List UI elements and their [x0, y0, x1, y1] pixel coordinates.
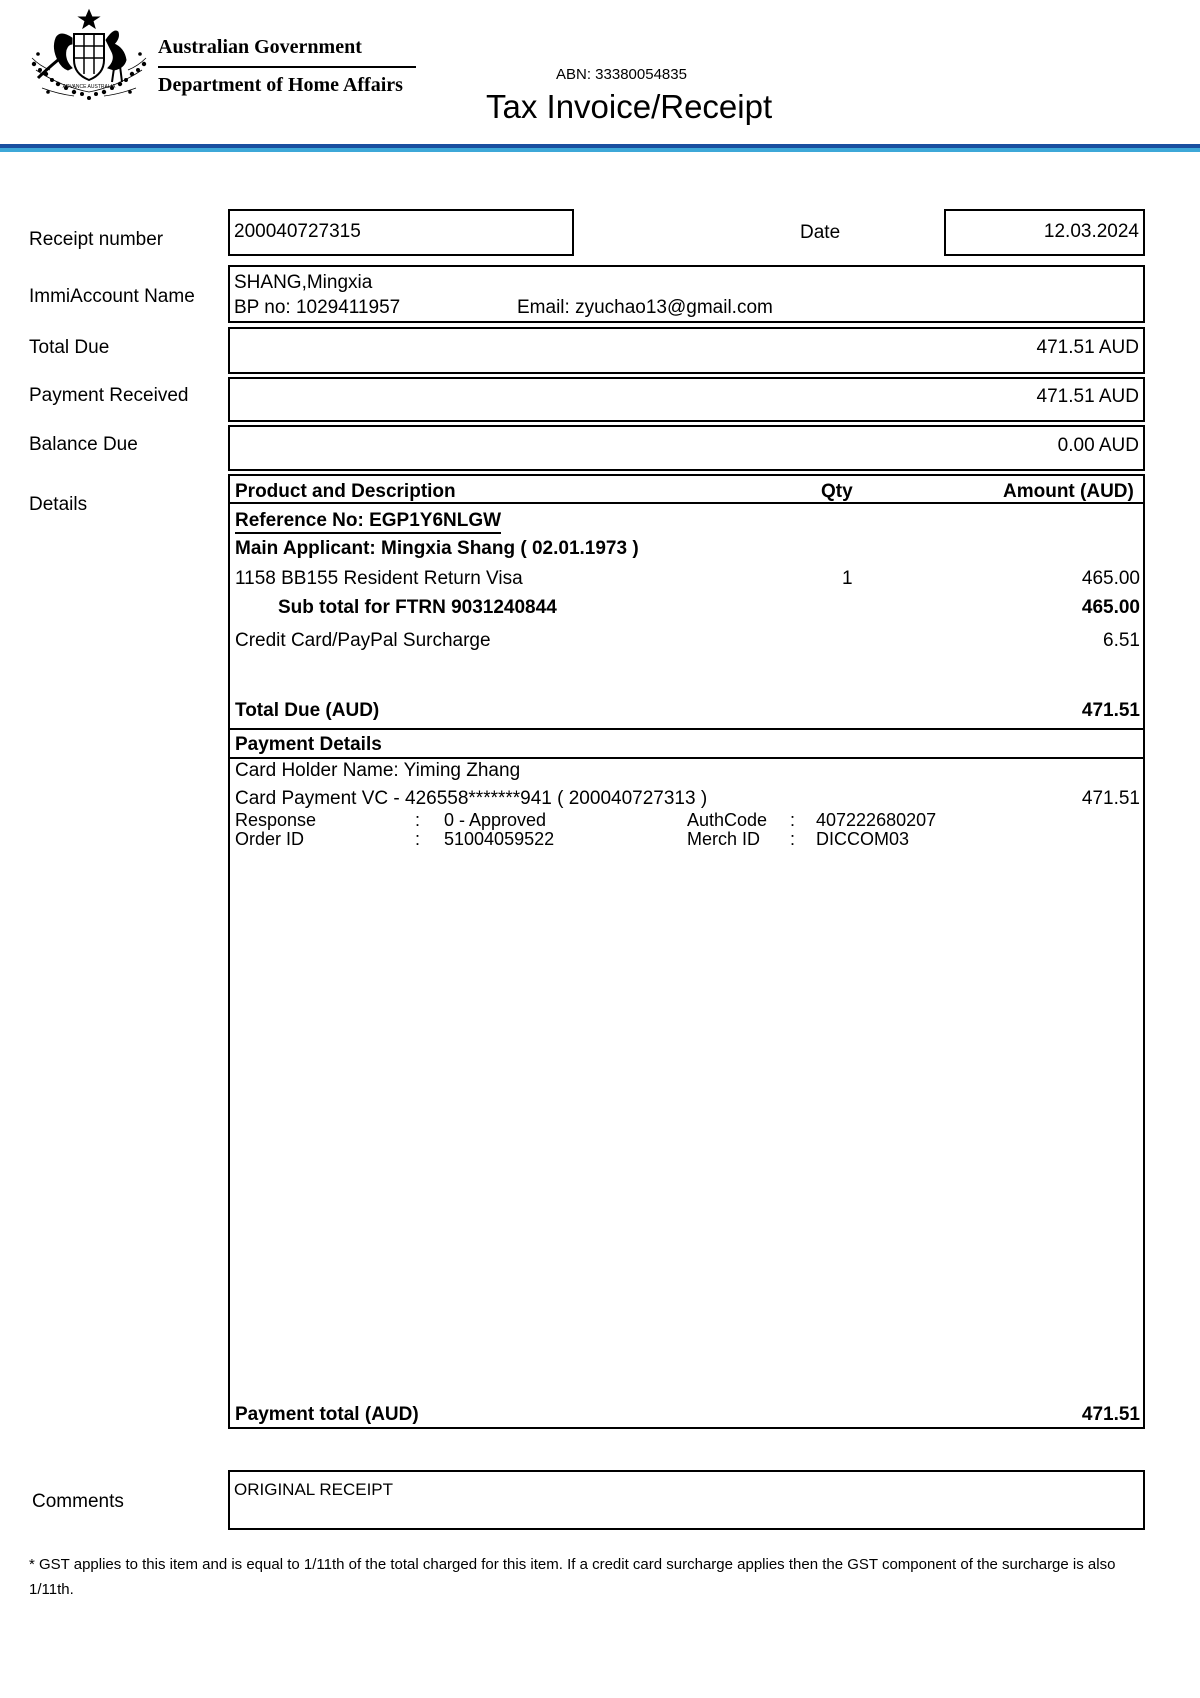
- balance-due-label: Balance Due: [29, 434, 138, 455]
- total-divider: [228, 728, 1144, 730]
- merch-id-label: Merch ID: [687, 829, 761, 849]
- header-divider: [228, 502, 1144, 504]
- total-due-aud-label: Total Due (AUD): [235, 700, 380, 721]
- card-payment-amount: 471.51: [1081, 788, 1140, 809]
- authcode-colon: :: [790, 810, 796, 830]
- surcharge-label: Credit Card/PayPal Surcharge: [235, 630, 491, 651]
- document-title: Tax Invoice/Receipt: [486, 88, 773, 125]
- total-due-value: 471.51 AUD: [1036, 337, 1139, 358]
- response-colon: :: [415, 810, 421, 830]
- col-amount-header: Amount (AUD): [1003, 481, 1134, 502]
- balance-due-box: [228, 425, 1145, 471]
- total-due-box: [228, 327, 1145, 374]
- authcode-label: AuthCode: [687, 810, 768, 830]
- line-item-amount: 465.00: [1081, 568, 1140, 589]
- order-id-value: 51004059522: [444, 829, 555, 849]
- date-box: [944, 209, 1145, 256]
- line-item-description: 1158 BB155 Resident Return Visa: [235, 568, 523, 589]
- receipt-number-box: [228, 209, 574, 256]
- payment-details-divider: [228, 757, 1144, 759]
- order-id-label: Order ID: [235, 829, 305, 849]
- comments-value: ORIGINAL RECEIPT: [234, 1480, 394, 1499]
- authcode-value: 407222680207: [816, 810, 937, 830]
- col-product-header: Product and Description: [235, 481, 456, 502]
- header-band-light: [0, 148, 1200, 152]
- comments-label: Comments: [32, 1491, 124, 1512]
- payment-details-heading: Payment Details: [235, 734, 382, 755]
- department-name: Department of Home Affairs: [158, 74, 403, 96]
- payment-received-label: Payment Received: [29, 385, 189, 406]
- payment-received-value: 471.51 AUD: [1036, 386, 1139, 407]
- subtotal-label: Sub total for FTRN 9031240844: [278, 597, 557, 618]
- date-value: 12.03.2024: [1043, 221, 1139, 242]
- gst-footnote: * GST applies to this item and is equal to 1/11th of the total charged for this item. If a credit card surcharge applies then the GST component of the surcharge is also 1/11th.: [29, 1556, 1116, 1598]
- immi-account-box: [228, 265, 1145, 323]
- reference-number: Reference No: EGP1Y6NLGW: [235, 510, 501, 534]
- coat-of-arms-icon: [28, 8, 150, 103]
- card-payment: Card Payment VC - 426558*******941 ( 200040727313 ): [235, 788, 708, 809]
- comments-box: [228, 1470, 1145, 1530]
- order-id-colon: :: [415, 829, 421, 849]
- col-qty-header: Qty: [821, 481, 853, 502]
- response-label: Response: [235, 810, 317, 830]
- receipt-number-label: Receipt number: [29, 229, 164, 250]
- subtotal-amount: 465.00: [1081, 597, 1140, 618]
- response-value: 0 - Approved: [444, 810, 547, 830]
- total-due-label: Total Due: [29, 337, 110, 358]
- total-due-aud-amount: 471.51: [1081, 700, 1140, 721]
- date-label: Date: [800, 222, 841, 243]
- card-holder-name: Card Holder Name: Yiming Zhang: [235, 760, 521, 781]
- payment-total-amount: 471.51: [1081, 1404, 1140, 1425]
- merch-id-value: DICCOM03: [816, 829, 910, 849]
- bp-number: BP no: 1029411957: [234, 297, 401, 318]
- payment-total-label: Payment total (AUD): [235, 1404, 419, 1425]
- government-name: Australian Government: [158, 36, 362, 58]
- details-label: Details: [29, 494, 88, 515]
- immi-account-name: SHANG,Mingxia: [234, 272, 373, 293]
- payment-received-box: [228, 377, 1145, 422]
- receipt-number: 200040727315: [234, 221, 361, 242]
- main-applicant: Main Applicant: Mingxia Shang ( 02.01.1973 ): [235, 538, 639, 559]
- balance-due-value: 0.00 AUD: [1057, 435, 1139, 456]
- surcharge-amount: 6.51: [1103, 630, 1140, 651]
- immi-account-label: ImmiAccount Name: [29, 286, 195, 307]
- svg-text:ADVANCE AUSTRALIA: ADVANCE AUSTRALIA: [62, 84, 116, 90]
- email: Email: zyuchao13@gmail.com: [517, 297, 773, 318]
- merch-id-colon: :: [790, 829, 796, 849]
- line-item-qty: 1: [842, 568, 853, 589]
- header-rule: [158, 66, 416, 68]
- abn: ABN: 33380054835: [556, 66, 687, 83]
